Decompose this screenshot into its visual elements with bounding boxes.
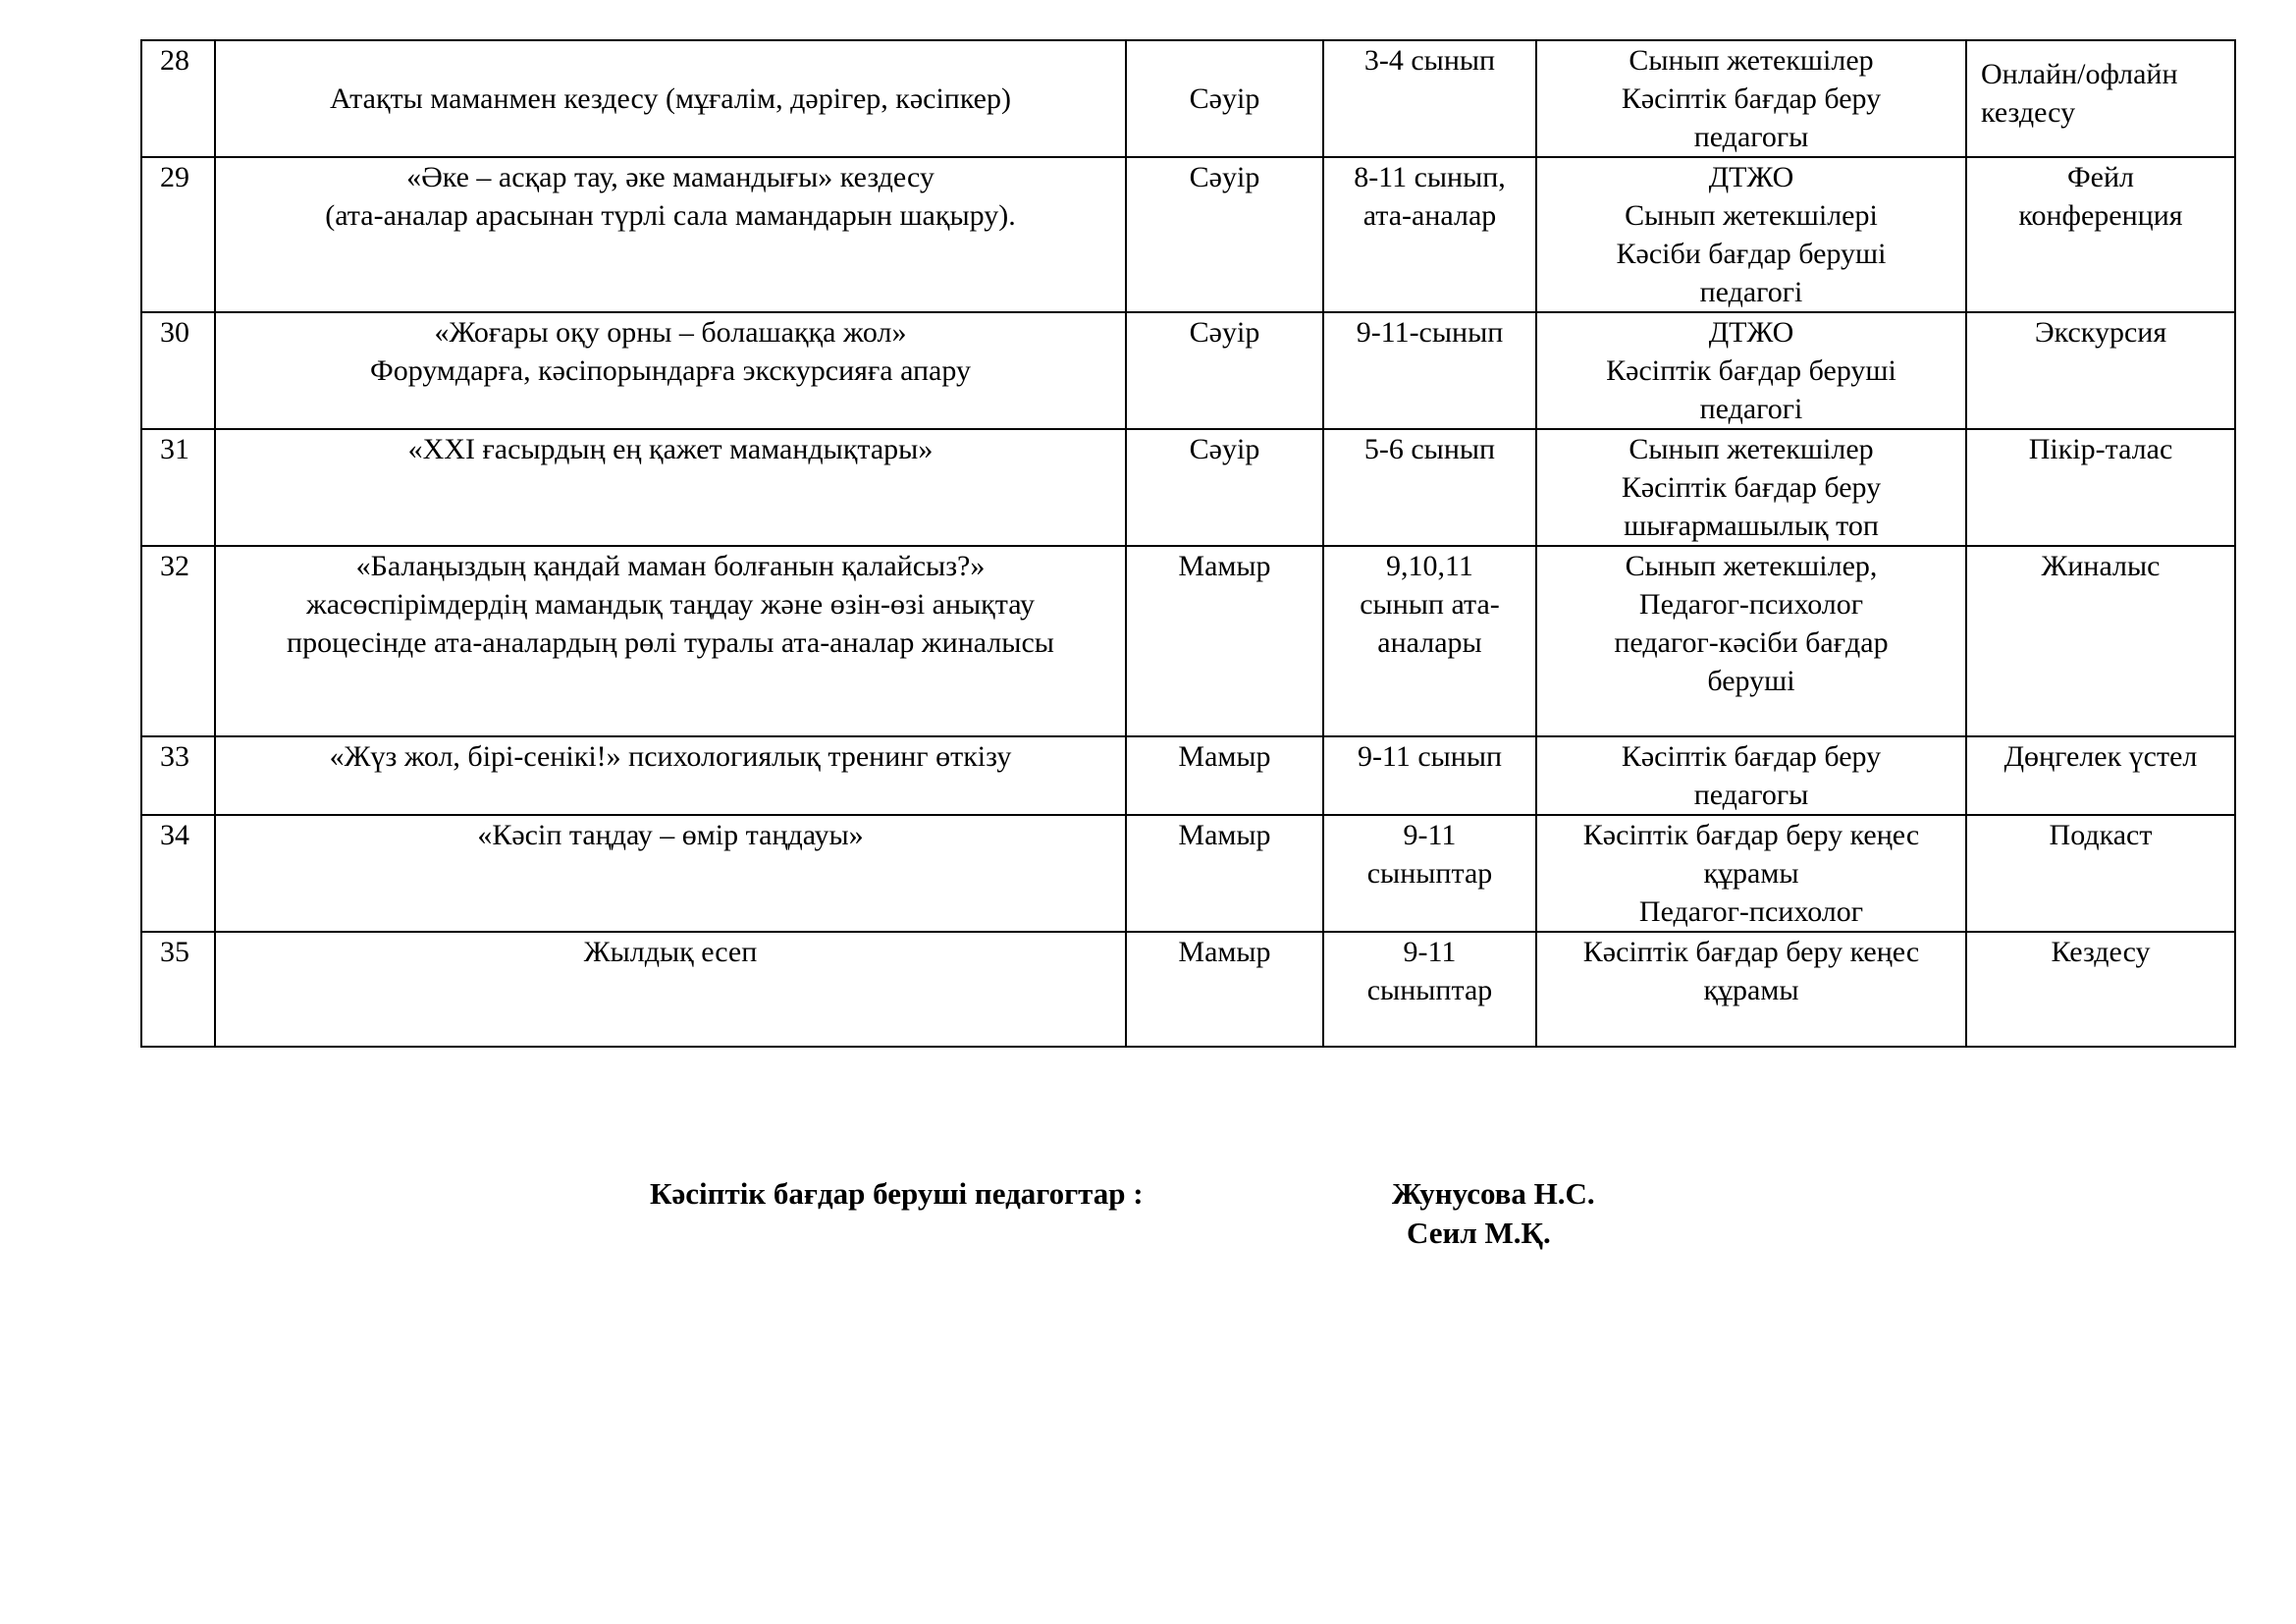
- event-cell: «Жүз жол, бірі-сенікі!» психологиялық тренинг өткізу: [215, 736, 1126, 815]
- participants-cell: 9-11 сыныптар: [1323, 932, 1536, 1047]
- row-number: 28: [141, 40, 215, 157]
- event-cell: «Әке – асқар тау, әке мамандығы» кездесу (ата-аналар арасынан түрлі сала мамандарын шақыру).: [215, 157, 1126, 312]
- participants-cell: 8-11 сынып, ата-аналар: [1323, 157, 1536, 312]
- table-row: [141, 736, 2235, 815]
- event-cell: Атақты маманмен кездесу (мұғалім, дәрігер, кәсіпкер): [215, 40, 1126, 157]
- format-cell: Жиналыс: [1966, 546, 2235, 736]
- signature-label: Кәсіптік бағдар беруші педагогтар :: [650, 1176, 1144, 1211]
- table-row: [141, 40, 2235, 157]
- signature-name-2: Сеил М.Қ.: [1407, 1216, 1551, 1250]
- event-cell: «Балаңыздың қандай маман болғанын қалайсыз?» жасөспірімдердің мамандық таңдау және өзін-өзі анықтау процесінде ата-аналардың рөлі туралы ата-аналар жиналысы: [215, 546, 1126, 736]
- table-row: [141, 546, 2235, 736]
- row-number: 29: [141, 157, 215, 312]
- month-cell: Мамыр: [1126, 546, 1323, 736]
- month-cell: Мамыр: [1126, 815, 1323, 932]
- responsible-cell: Сынып жетекшілер Кәсіптік бағдар беру шығармашылық топ: [1536, 429, 1966, 546]
- table-row: [141, 932, 2235, 1047]
- event-cell: «Жоғары оқу орны – болашаққа жол» Форумдарға, кәсіпорындарға экскурсияға апару: [215, 312, 1126, 429]
- responsible-cell: ДТЖО Кәсіптік бағдар беруші педагогі: [1536, 312, 1966, 429]
- participants-cell: 5-6 сынып: [1323, 429, 1536, 546]
- format-cell: Кездесу: [1966, 932, 2235, 1047]
- activity-plan-table: [140, 39, 2236, 1048]
- responsible-cell: Сынып жетекшілер, Педагог-психолог педагог-кәсіби бағдар беруші: [1536, 546, 1966, 736]
- row-number: 30: [141, 312, 215, 429]
- participants-cell: 9-11 сыныптар: [1323, 815, 1536, 932]
- event-cell: Жылдық есеп: [215, 932, 1126, 1047]
- row-number: 32: [141, 546, 215, 736]
- format-cell: Дөңгелек үстел: [1966, 736, 2235, 815]
- participants-cell: 3-4 сынып: [1323, 40, 1536, 157]
- row-number: 33: [141, 736, 215, 815]
- row-number: 35: [141, 932, 215, 1047]
- format-cell: Онлайн/офлайн кездесу: [1966, 40, 2235, 157]
- responsible-cell: Кәсіптік бағдар беру педагогы: [1536, 736, 1966, 815]
- responsible-cell: Кәсіптік бағдар беру кеңес құрамы Педагог-психолог: [1536, 815, 1966, 932]
- month-cell: Мамыр: [1126, 932, 1323, 1047]
- month-cell: Сәуір: [1126, 429, 1323, 546]
- participants-cell: 9-11-сынып: [1323, 312, 1536, 429]
- signature-name-1: Жунусова Н.С.: [1392, 1176, 1595, 1211]
- month-cell: Сәуір: [1126, 312, 1323, 429]
- responsible-cell: ДТЖО Сынып жетекшілері Кәсіби бағдар беруші педагогі: [1536, 157, 1966, 312]
- table-row: [141, 312, 2235, 429]
- format-cell: Экскурсия: [1966, 312, 2235, 429]
- format-cell: Подкаст: [1966, 815, 2235, 932]
- event-cell: «Кәсіп таңдау – өмір таңдауы»: [215, 815, 1126, 932]
- row-number: 31: [141, 429, 215, 546]
- responsible-cell: Сынып жетекшілер Кәсіптік бағдар беру педагогы: [1536, 40, 1966, 157]
- responsible-cell: Кәсіптік бағдар беру кеңес құрамы: [1536, 932, 1966, 1047]
- event-cell: «XXI ғасырдың ең қажет мамандықтары»: [215, 429, 1126, 546]
- table-row: [141, 429, 2235, 546]
- month-cell: Мамыр: [1126, 736, 1323, 815]
- participants-cell: 9,10,11 сынып ата- аналары: [1323, 546, 1536, 736]
- month-cell: Сәуір: [1126, 157, 1323, 312]
- month-cell: Сәуір: [1126, 40, 1323, 157]
- participants-cell: 9-11 сынып: [1323, 736, 1536, 815]
- table-row: [141, 157, 2235, 312]
- format-cell: Пікір-талас: [1966, 429, 2235, 546]
- table-row: [141, 815, 2235, 932]
- row-number: 34: [141, 815, 215, 932]
- format-cell: Фейл конференция: [1966, 157, 2235, 312]
